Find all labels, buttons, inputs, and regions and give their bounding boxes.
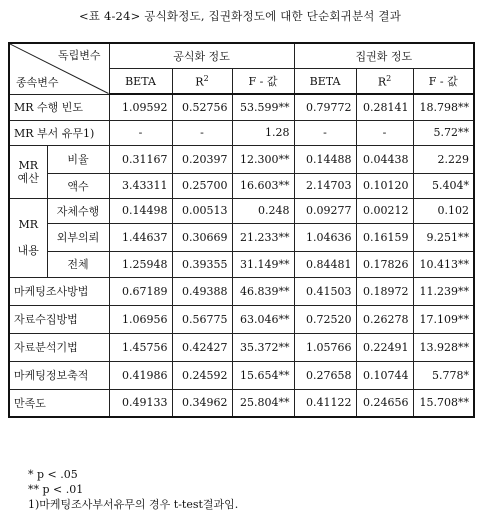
value-cell: 0.25700 (172, 173, 232, 198)
column-header: $R^2$ (356, 69, 413, 95)
regression-table (8, 42, 475, 418)
value-cell: 0.28141 (356, 94, 413, 120)
value-cell: 0.17826 (356, 251, 413, 277)
value-cell: 0.22491 (356, 333, 413, 361)
row-label: 자료분석기법 (9, 333, 109, 361)
value-cell: 25.804** (232, 389, 294, 417)
value-cell: 0.42427 (172, 333, 232, 361)
value-cell: 2.229 (413, 145, 474, 173)
value-cell: 13.928** (413, 333, 474, 361)
value-cell: 0.14498 (109, 198, 172, 223)
row-label: 마케팅조사방법 (9, 277, 109, 305)
table-row (9, 305, 474, 333)
column-header: BETA (109, 69, 172, 95)
value-cell: 15.654** (232, 361, 294, 389)
row-label: 자료수집방법 (9, 305, 109, 333)
value-cell: 0.14488 (294, 145, 356, 173)
value-cell: 0.41986 (109, 361, 172, 389)
value-cell: 0.16159 (356, 223, 413, 251)
value-cell: 31.149** (232, 251, 294, 277)
table-body (9, 94, 474, 417)
corner-header-cell (9, 43, 109, 94)
value-cell: 0.41503 (294, 277, 356, 305)
value-cell: 3.43311 (109, 173, 172, 198)
value-cell: 0.49388 (172, 277, 232, 305)
independent-var-label: 독립변수 (57, 49, 101, 62)
table-row (9, 145, 474, 173)
column-header: F - 값 (413, 69, 474, 95)
value-cell: 17.109** (413, 305, 474, 333)
table-row (9, 120, 474, 145)
value-cell: 11.239** (413, 277, 474, 305)
value-cell: 0.20397 (172, 145, 232, 173)
column-header: BETA (294, 69, 356, 95)
table-row (9, 223, 474, 251)
value-cell: 1.44637 (109, 223, 172, 251)
row-label: MR 수행 빈도 (9, 94, 109, 120)
table-row (9, 198, 474, 223)
value-cell: 9.251** (413, 223, 474, 251)
value-cell: 0.56775 (172, 305, 232, 333)
value-cell: 53.599** (232, 94, 294, 120)
table-row (9, 361, 474, 389)
value-cell: 0.04438 (356, 145, 413, 173)
row-label: MR 부서 유무1) (9, 120, 109, 145)
table-caption: <표 4-24> 공식화정도, 집권화정도에 대한 단순회귀분석 결과 (78, 9, 402, 23)
value-cell: 1.09592 (109, 94, 172, 120)
value-cell: - (356, 120, 413, 145)
value-cell: 1.25948 (109, 251, 172, 277)
value-cell: 63.046** (232, 305, 294, 333)
value-cell: 0.18972 (356, 277, 413, 305)
value-cell: 0.41122 (294, 389, 356, 417)
value-cell: 0.67189 (109, 277, 172, 305)
value-cell: 46.839** (232, 277, 294, 305)
row-sub-label: 자체수행 (47, 198, 109, 223)
footnote-p05: * p < .05 (28, 468, 78, 481)
row-sub-label: 비율 (47, 145, 109, 173)
row-group-label: MR 예산 (9, 145, 47, 198)
column-header: $R^2$ (172, 69, 232, 95)
value-cell: 21.233** (232, 223, 294, 251)
table-row (9, 94, 474, 120)
value-cell: 0.00513 (172, 198, 232, 223)
value-cell: 10.413** (413, 251, 474, 277)
table-row (9, 277, 474, 305)
value-cell: - (172, 120, 232, 145)
value-cell: 0.84481 (294, 251, 356, 277)
value-cell: 0.10744 (356, 361, 413, 389)
value-cell: 16.603** (232, 173, 294, 198)
dependent-var-label: 종속변수 (16, 75, 59, 89)
value-cell: 0.10120 (356, 173, 413, 198)
row-sub-label: 액수 (47, 173, 109, 198)
value-cell: 0.49133 (109, 389, 172, 417)
value-cell: 1.04636 (294, 223, 356, 251)
value-cell: 18.798** (413, 94, 474, 120)
value-cell: 0.34962 (172, 389, 232, 417)
row-sub-label: 전체 (47, 251, 109, 277)
value-cell: 0.27658 (294, 361, 356, 389)
row-label: 마케팅정보축적 (9, 361, 109, 389)
value-cell: 5.778* (413, 361, 474, 389)
value-cell: 1.05766 (294, 333, 356, 361)
value-cell: 1.28 (232, 120, 294, 145)
value-cell: 5.72** (413, 120, 474, 145)
row-sub-label: 외부의뢰 (47, 223, 109, 251)
footnote-ttest: 1)마케팅조사부서유무의 경우 t-test결과임. (28, 498, 239, 511)
value-cell: 5.404* (413, 173, 474, 198)
value-cell: 0.72520 (294, 305, 356, 333)
table-row (9, 333, 474, 361)
value-cell: 15.708** (413, 389, 474, 417)
row-group-label: MR 내용 (9, 198, 47, 277)
table-row (9, 389, 474, 417)
footnotes (28, 467, 238, 512)
value-cell: 0.30669 (172, 223, 232, 251)
value-cell: 0.79772 (294, 94, 356, 120)
value-cell: 0.24592 (172, 361, 232, 389)
value-cell: 0.00212 (356, 198, 413, 223)
row-label: 만족도 (9, 389, 109, 417)
value-cell: 1.06956 (109, 305, 172, 333)
value-cell: 0.52756 (172, 94, 232, 120)
value-cell: 0.102 (413, 198, 474, 223)
group-header-centralization: 집권화 정도 (294, 43, 474, 69)
column-header: F - 값 (232, 69, 294, 95)
value-cell: 0.24656 (356, 389, 413, 417)
value-cell: 0.248 (232, 198, 294, 223)
value-cell: - (294, 120, 356, 145)
value-cell: - (109, 120, 172, 145)
value-cell: 0.31167 (109, 145, 172, 173)
value-cell: 2.14703 (294, 173, 356, 198)
value-cell: 0.26278 (356, 305, 413, 333)
group-header-formalization: 공식화 정도 (109, 43, 294, 69)
footnote-p01: ** p < .01 (28, 483, 84, 496)
value-cell: 12.300** (232, 145, 294, 173)
value-cell: 35.372** (232, 333, 294, 361)
value-cell: 0.39355 (172, 251, 232, 277)
value-cell: 1.45756 (109, 333, 172, 361)
table-row (9, 173, 474, 198)
table-row (9, 251, 474, 277)
value-cell: 0.09277 (294, 198, 356, 223)
